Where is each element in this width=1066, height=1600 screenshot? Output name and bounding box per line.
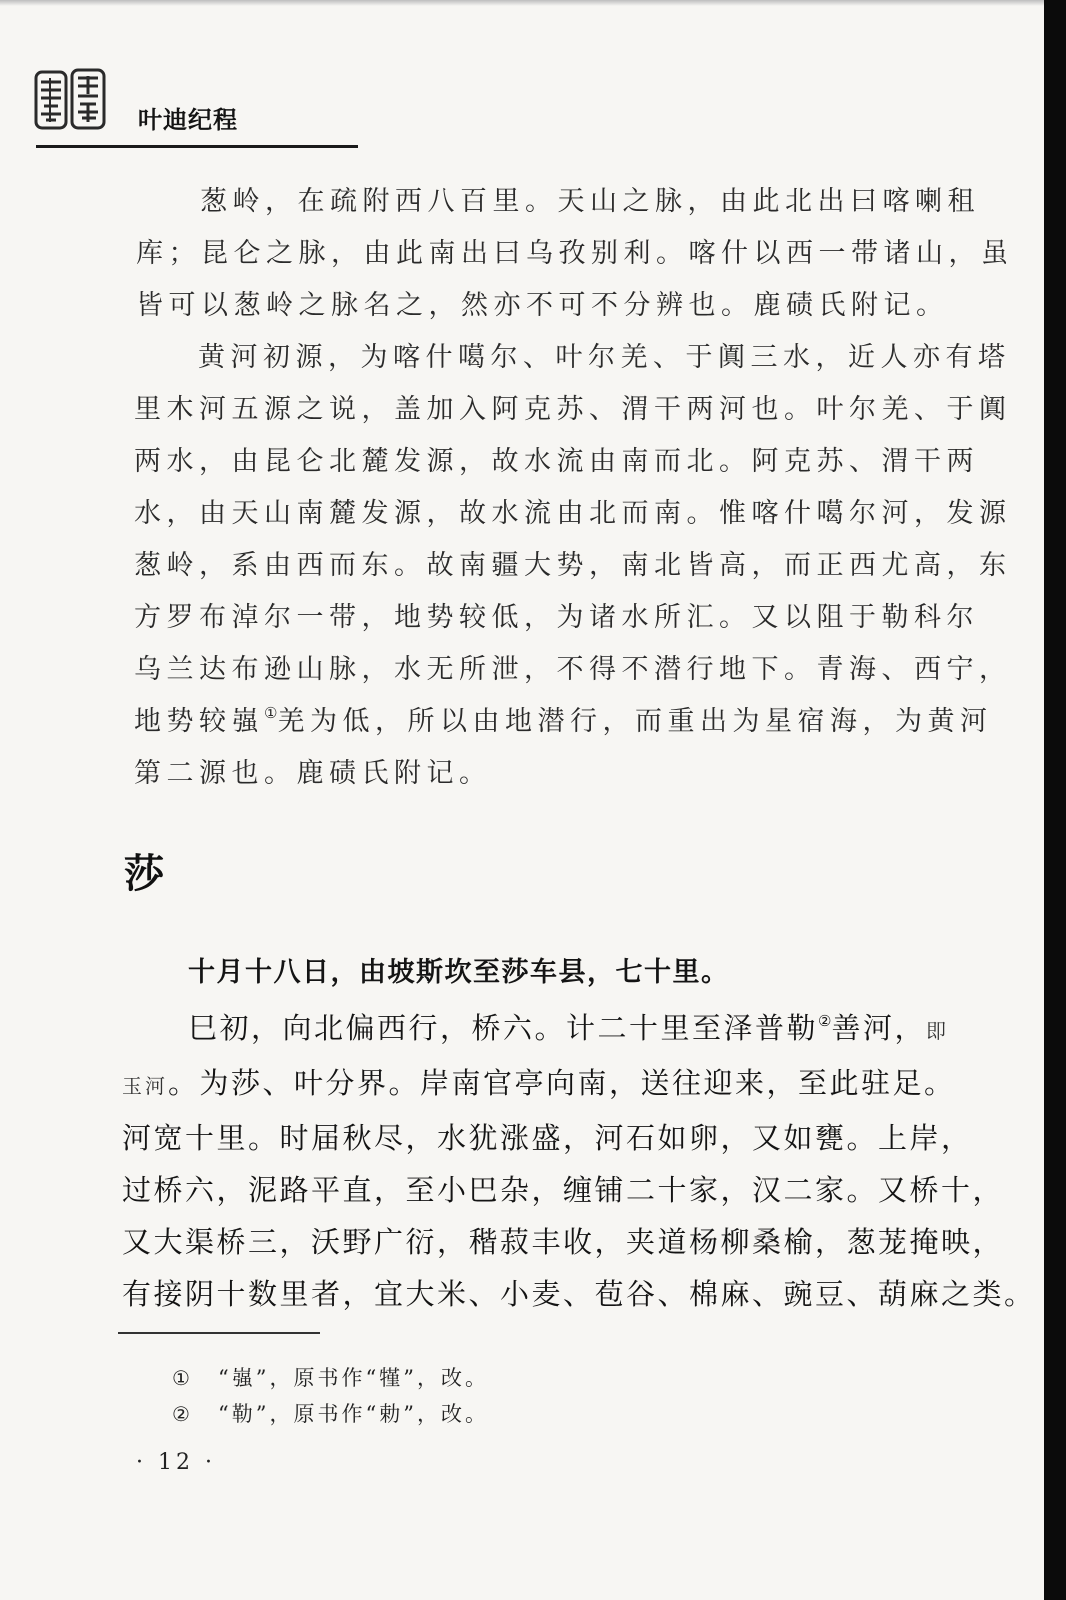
inline-note: 即 (925, 1019, 949, 1043)
entry-heading: 十月十八日，由坡斯坎至莎车县，七十里。 (188, 957, 730, 988)
text-line: 里木河五源之说，盖加入阿克苏、渭干两河也。叶尔羌、于阗 (134, 394, 1012, 425)
scan-right-edge (1044, 0, 1066, 1600)
text-line: 乌兰达布逊山脉，水无所泄，不得不潜行地下。青海、西宁， (134, 654, 1012, 685)
text-line (122, 1057, 1036, 1112)
paragraph-congling (136, 176, 1014, 332)
text-line: 河宽十里。时届秋尽，水犹涨盛，河石如卵，又如甕。上岸， (122, 1121, 973, 1155)
footnote-1 (172, 1360, 489, 1396)
footnote-text: “嵹”，原书作“㹏”，改。 (218, 1366, 489, 1390)
section-title: 莎 (124, 850, 164, 897)
text-line: 两水，由昆仑北麓发源，故水流由南而北。阿克苏、渭干两 (134, 446, 979, 477)
footnote-rule (118, 1332, 320, 1334)
text-segment: 地势较嵹 (134, 706, 264, 737)
inline-note: 玉河 (122, 1074, 168, 1098)
text-line: 黄河初源，为喀什噶尔、叶尔羌、于阗三水，近人亦有塔 (198, 342, 1011, 373)
paragraph-journey (122, 1002, 1036, 1320)
page-number: · 12 · (136, 1450, 216, 1475)
footnote-ref-2: ② (818, 1012, 832, 1030)
footnote-text: “勒”，原书作“勅”，改。 (218, 1402, 489, 1426)
running-title: 叶迪纪程 (138, 106, 238, 134)
footnote-mark: ② (172, 1402, 190, 1426)
text-line: 第二源也。鹿碛氏附记。 (134, 758, 492, 789)
text-line-with-note (134, 696, 1012, 748)
text-line-with-note (122, 1002, 1036, 1057)
scan-top-edge (0, 0, 1044, 6)
footnotes (172, 1360, 489, 1432)
text-line: 葱岭，在疏附西八百里。天山之脉，由此北出曰喀喇租 (200, 186, 980, 217)
text-line: 有接阴十数里者，宜大米、小麦、苞谷、棉麻、豌豆、葫麻之类。 (122, 1277, 1036, 1311)
text-line: 又大渠桥三，沃野广衍，稭菽丰收，夹道杨柳桑榆，葱茏掩映， (122, 1225, 1005, 1259)
text-line: 方罗布淖尔一带，地势较低，为诸水所汇。又以阻于勒科尔 (134, 602, 979, 633)
footnote-ref-1: ① (264, 704, 278, 722)
text-line: 过桥六，泥路平直，至小巴杂，缠铺二十家，汉二家。又桥十， (122, 1173, 1005, 1207)
footnote-mark: ① (172, 1366, 190, 1390)
text-segment: 羌为低，所以由地潜行，而重出为星宿海，为黄河 (277, 706, 993, 737)
text-segment: 善河， (831, 1011, 926, 1045)
text-line: 皆可以葱岭之脉名之，然亦不可不分辨也。鹿碛氏附记。 (136, 290, 949, 321)
paragraph-yellow-river (134, 332, 1012, 800)
header-rule (36, 145, 358, 148)
text-line: 水，由天山南麓发源，故水流由北而南。惟喀什噶尔河，发源 (134, 498, 1012, 529)
text-segment: 。为莎、叶分界。岸南官亭向南，送往迎来，至此驻足。 (168, 1066, 956, 1100)
seal-logo-icon (34, 68, 106, 130)
text-line: 库；昆仑之脉，由此南出曰乌孜别利。喀什以西一带诸山，虽 (136, 238, 1014, 269)
footnote-2 (172, 1396, 489, 1432)
text-segment: 巳初，向北偏西行，桥六。计二十里至泽普勒 (188, 1011, 819, 1045)
text-line: 葱岭，系由西而东。故南疆大势，南北皆高，而正西尤高，东 (134, 550, 1012, 581)
